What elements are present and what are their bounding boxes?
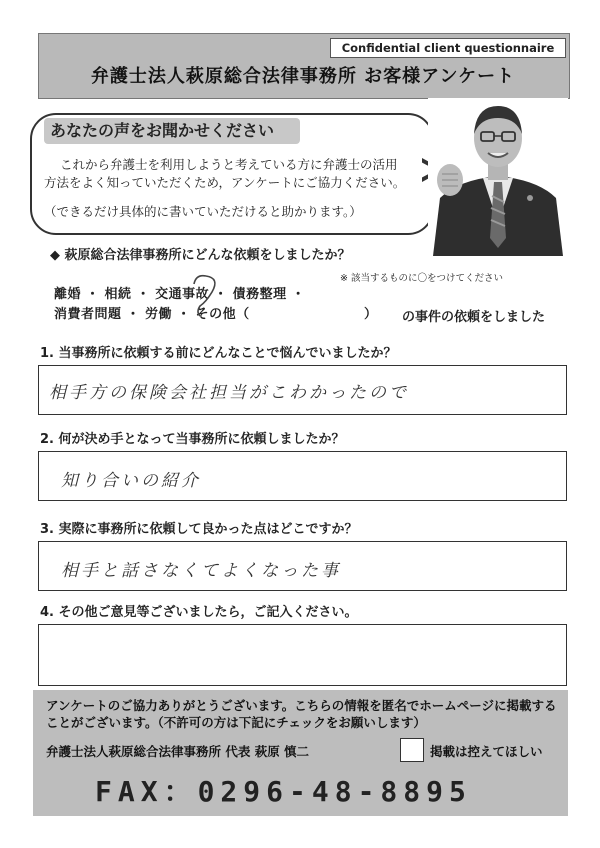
answer-2-text: 知り合いの紹介 xyxy=(61,471,201,491)
request-options-row2: 消費者問題 ・ 労働 ・ その他（ xyxy=(54,307,250,322)
footer-line-1: アンケートのご協力ありがとうございます。こちらの情報を匿名でホームページに掲載する xyxy=(46,698,557,713)
answer-3-text: 相手と話さなくてよくなった事 xyxy=(61,561,341,581)
question-2-label: 2. 何が決め手となって当事務所に依頼しましたか？ xyxy=(40,432,345,447)
footer-line-2: ことがございます。（不許可の方は下記にチェックをお願いします） xyxy=(46,715,426,730)
intro-line-3: （できるだけ具体的に書いていただけると助かります。） xyxy=(44,204,362,219)
confidential-label: Confidential client questionnaire xyxy=(330,38,566,58)
request-options-row1: 離婚 ・ 相続 ・ 交通事故 ・ 債務整理 ・ xyxy=(54,287,306,302)
answer-1-text: 相手方の保険会社担当がこわかったので xyxy=(49,383,409,403)
request-suffix: の事件の依頼をしました xyxy=(402,310,546,325)
question-1-label: 1. 当事務所に依頼する前にどんなことで悩んでいましたか？ xyxy=(40,346,397,361)
opt-out-checkbox[interactable] xyxy=(400,738,424,762)
lawyer-photo xyxy=(428,98,568,256)
answer-2-box xyxy=(38,451,567,501)
selection-circle xyxy=(176,270,226,320)
question-4-label: 4. その他ご意見等ございましたら，ご記入ください。 xyxy=(40,605,358,620)
fax-number: FAX：0296-48-8895 xyxy=(95,775,472,808)
intro-heading: あなたの声をお聞かせください xyxy=(44,118,300,144)
office-signature: 弁護士法人萩原総合法律事務所 代表 萩原 慎二 xyxy=(46,744,310,759)
page-title: 弁護士法人萩原総合法律事務所 お客様アンケート xyxy=(90,66,516,87)
opt-out-label: 掲載は控えてほしい xyxy=(430,744,543,759)
request-options-close: ） xyxy=(364,307,378,322)
request-note: ※ 該当するものに〇をつけてください xyxy=(340,273,503,284)
request-question: ◆ 萩原総合法律事務所にどんな依頼をしましたか？ xyxy=(50,248,351,263)
answer-4-box xyxy=(38,624,567,686)
answer-1-box xyxy=(38,365,567,415)
answer-3-box xyxy=(38,541,567,591)
question-3-label: 3. 実際に事務所に依頼して良かった点はどこですか？ xyxy=(40,522,358,537)
intro-line-2: 方法をよく知っていただくため，アンケートにご協力ください。 xyxy=(44,175,406,190)
intro-line-1: これから弁護士を利用しようと考えている方に弁護士の活用 xyxy=(60,157,398,172)
